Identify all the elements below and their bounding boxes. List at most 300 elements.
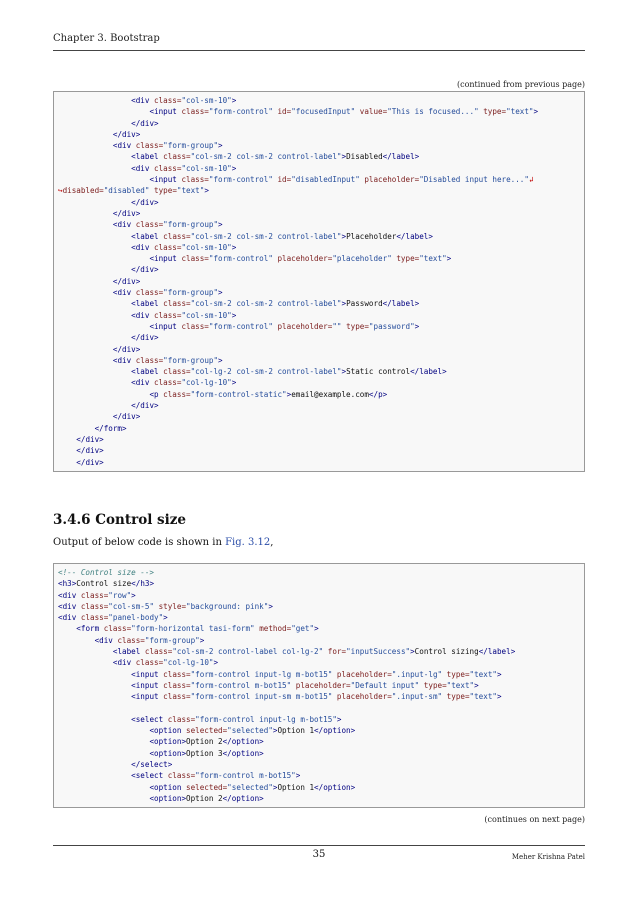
code-block-1 xyxy=(53,91,585,472)
code-token: </p> xyxy=(368,389,388,399)
code-token: disabled= xyxy=(62,186,104,196)
code-token: "form-control" xyxy=(208,107,278,117)
code-token: "placeholder" xyxy=(332,254,397,264)
code-line xyxy=(58,749,264,758)
code-token: class= xyxy=(163,669,191,679)
code-token xyxy=(58,220,113,229)
code-token xyxy=(58,232,131,241)
code-line xyxy=(58,311,236,320)
code-token: class= xyxy=(154,378,182,388)
code-token: > xyxy=(218,288,223,298)
code-token: </option> xyxy=(314,782,356,792)
code-token: > xyxy=(533,107,539,117)
code-token: <input xyxy=(149,321,182,331)
code-token xyxy=(58,458,76,467)
code-token xyxy=(58,749,149,758)
code-token: <input xyxy=(131,692,164,702)
code-token: </div> xyxy=(76,446,104,456)
code-token: "panel-body" xyxy=(108,613,164,623)
code-line xyxy=(58,591,136,600)
code-token: "col-sm-10" xyxy=(181,242,232,252)
code-token xyxy=(58,624,76,633)
code-token: "password" xyxy=(368,321,415,331)
code-line xyxy=(58,277,140,286)
code-token: "form-control m-bot15" xyxy=(190,680,296,690)
code-line xyxy=(58,737,264,746)
code-line xyxy=(58,322,419,331)
code-token: > xyxy=(336,714,342,724)
code-token: ↪ xyxy=(58,186,63,196)
code-token: class= xyxy=(181,107,209,117)
code-token: > xyxy=(218,355,223,365)
code-token xyxy=(58,96,131,105)
code-token: class= xyxy=(135,141,164,151)
intro-trailing-punct: , xyxy=(270,537,274,548)
code-token: type= xyxy=(346,321,369,331)
code-line xyxy=(58,424,127,433)
code-token: </div> xyxy=(131,401,159,411)
code-token: > xyxy=(496,669,502,679)
code-token: > xyxy=(496,692,502,702)
code-line xyxy=(58,681,479,690)
code-token: <div xyxy=(58,590,81,600)
code-token: "col-sm-2 control-label col-lg-2" xyxy=(172,647,328,657)
code-line xyxy=(58,186,209,195)
code-token: "selected" xyxy=(227,782,273,792)
code-token: > xyxy=(295,771,301,781)
code-token: > xyxy=(341,299,347,309)
code-token: type= xyxy=(396,254,420,264)
code-token: "background: pink" xyxy=(186,601,269,611)
code-token: "form-control-static" xyxy=(190,389,287,399)
code-token: <div xyxy=(112,141,136,151)
code-line xyxy=(58,141,223,150)
code-token: > xyxy=(474,680,479,690)
code-line xyxy=(58,458,104,467)
code-token: <div xyxy=(58,613,81,623)
code-line xyxy=(58,119,159,128)
code-block-2-text xyxy=(58,567,584,804)
code-token: class= xyxy=(163,389,191,399)
code-token: > xyxy=(204,186,209,196)
code-line xyxy=(58,613,168,622)
code-token: "This is focused..." xyxy=(387,107,484,117)
continues-on-label: (continues on next page) xyxy=(484,815,585,824)
code-token xyxy=(58,356,113,365)
code-token: > xyxy=(272,782,278,792)
code-token xyxy=(58,715,131,724)
code-line xyxy=(58,265,159,274)
code-token: "get" xyxy=(291,624,315,634)
code-line xyxy=(58,771,300,780)
code-token: class= xyxy=(167,714,196,724)
code-token: ".input-lg" xyxy=(391,669,447,679)
code-token xyxy=(58,681,131,690)
code-token: "form-group" xyxy=(163,355,219,365)
code-token: </option> xyxy=(222,748,264,758)
code-token xyxy=(58,311,131,320)
code-token: <input xyxy=(149,107,182,117)
code-token xyxy=(58,198,131,207)
intro-text: Output of below code is shown in xyxy=(53,537,226,548)
code-token: type= xyxy=(423,680,447,690)
code-token: </label> xyxy=(382,152,420,162)
code-token: "form-group" xyxy=(163,141,219,151)
code-token: </div> xyxy=(76,434,104,444)
code-token: > xyxy=(341,152,347,162)
code-token: type= xyxy=(446,669,470,679)
code-token: <option> xyxy=(149,748,187,758)
code-token: <option xyxy=(149,782,187,792)
code-token: placeholder= xyxy=(336,692,392,702)
code-token xyxy=(58,119,131,128)
code-token: </div> xyxy=(131,118,159,128)
code-token: Option 1 xyxy=(277,782,315,792)
code-token: "form-group" xyxy=(163,220,219,230)
code-token: class= xyxy=(163,152,191,162)
code-token: "Disabled input here..." xyxy=(419,175,529,185)
code-line xyxy=(58,220,223,229)
code-token: "form-control" xyxy=(208,175,278,185)
code-line xyxy=(58,579,154,588)
code-token xyxy=(58,692,131,701)
page-number: 35 xyxy=(312,849,326,860)
code-token: > xyxy=(218,141,223,151)
code-token: > xyxy=(231,310,237,320)
section-title-text: Control size xyxy=(95,512,187,528)
code-token xyxy=(58,424,95,433)
intro-paragraph xyxy=(53,537,273,548)
code-line xyxy=(58,692,502,701)
code-token xyxy=(58,771,131,780)
code-token: type= xyxy=(154,186,177,196)
code-token: class= xyxy=(135,355,164,365)
code-token: class= xyxy=(181,254,209,264)
code-token: class= xyxy=(154,242,182,252)
code-token: "" xyxy=(332,321,347,331)
code-token: class= xyxy=(163,680,191,690)
code-token: "text" xyxy=(446,680,475,690)
code-token: </div> xyxy=(112,412,141,422)
code-token: Control size xyxy=(76,579,132,589)
code-line xyxy=(58,378,236,387)
code-token: "form-group" xyxy=(163,288,219,298)
code-line xyxy=(58,670,502,679)
code-token: </select> xyxy=(131,760,173,770)
code-line xyxy=(58,243,236,252)
code-token: > xyxy=(272,726,278,736)
code-token: placeholder= xyxy=(277,321,333,331)
code-token: <div xyxy=(131,378,155,388)
code-token: <div xyxy=(112,220,136,230)
code-token: class= xyxy=(163,692,191,702)
code-token: </option> xyxy=(222,737,264,747)
code-token xyxy=(58,243,131,252)
code-token xyxy=(58,254,149,263)
code-token: </h3> xyxy=(131,579,155,589)
code-token xyxy=(58,658,113,667)
code-token: "text" xyxy=(469,669,497,679)
code-token: Control sizing xyxy=(414,647,479,657)
footer-rule xyxy=(53,845,585,846)
code-line xyxy=(58,401,159,410)
code-token: <select xyxy=(131,771,168,781)
code-token: <h3> xyxy=(58,579,77,589)
code-token: selected= xyxy=(186,782,228,792)
code-token: selected= xyxy=(186,726,228,736)
code-token: <label xyxy=(131,231,164,241)
code-token: class= xyxy=(103,624,132,634)
code-token: > xyxy=(231,378,237,388)
code-token: class= xyxy=(154,163,182,173)
code-token: "col-lg-2 col-sm-2 control-label" xyxy=(190,367,342,377)
code-token: "selected" xyxy=(227,726,273,736)
code-token: placeholder= xyxy=(277,254,333,264)
code-token xyxy=(58,265,131,274)
code-line xyxy=(58,96,236,105)
code-token: class= xyxy=(135,288,164,298)
code-token: Placeholder xyxy=(346,231,397,241)
code-token: "form-group" xyxy=(144,635,200,645)
code-token xyxy=(58,130,113,139)
code-block-1-text xyxy=(58,95,584,468)
code-line xyxy=(58,794,264,803)
code-token: </label> xyxy=(382,299,420,309)
code-token: <div xyxy=(112,355,136,365)
code-token: > xyxy=(410,647,415,657)
code-token: <p xyxy=(149,389,164,399)
code-token xyxy=(58,345,113,354)
code-token xyxy=(58,333,131,342)
code-token xyxy=(58,209,113,218)
code-token xyxy=(58,299,131,308)
code-token xyxy=(58,636,95,645)
code-token: > xyxy=(314,624,319,634)
section-number: 3.4.6 xyxy=(53,512,91,528)
continued-from-label: (continued from previous page) xyxy=(456,80,585,89)
code-token: <option> xyxy=(149,793,187,803)
code-token: <form xyxy=(76,624,104,634)
code-line xyxy=(58,299,419,308)
code-token xyxy=(58,412,113,421)
code-token: class= xyxy=(163,367,191,377)
code-token: "col-sm-2 col-sm-2 control-label" xyxy=(190,152,342,162)
header-rule xyxy=(53,50,585,51)
code-line xyxy=(58,783,355,792)
code-token: <div xyxy=(58,601,81,611)
code-token: <div xyxy=(112,288,136,298)
code-token: "col-sm-2 col-sm-2 control-label" xyxy=(190,299,342,309)
code-token: class= xyxy=(80,601,109,611)
code-token xyxy=(58,378,131,387)
code-token: value= xyxy=(359,107,388,117)
code-token: "col-sm-2 col-sm-2 control-label" xyxy=(190,231,342,241)
code-line xyxy=(58,254,451,263)
code-line xyxy=(58,152,419,161)
code-block-2 xyxy=(53,563,585,808)
code-line xyxy=(58,726,355,735)
code-line xyxy=(58,446,104,455)
code-token xyxy=(58,107,149,116)
code-token: > xyxy=(231,242,237,252)
code-token: </div> xyxy=(131,265,159,275)
code-token xyxy=(58,175,149,184)
code-token: Option 2 xyxy=(186,793,223,803)
code-token: <label xyxy=(131,299,164,309)
code-token: "col-sm-10" xyxy=(181,163,232,173)
code-token: <div xyxy=(112,658,136,668)
code-line xyxy=(58,624,319,633)
code-token: </div> xyxy=(131,333,159,343)
code-line xyxy=(58,175,534,184)
code-token: </div> xyxy=(112,276,141,286)
code-line xyxy=(58,568,154,577)
code-token xyxy=(58,435,76,444)
code-token: "col-sm-10" xyxy=(181,96,232,105)
code-token: "col-sm-5" xyxy=(108,601,159,611)
code-token: </div> xyxy=(112,208,141,218)
code-token: "col-sm-10" xyxy=(181,310,232,320)
code-token: <input xyxy=(131,669,164,679)
code-line xyxy=(58,602,273,611)
code-token: class= xyxy=(154,96,182,105)
code-token: for= xyxy=(327,647,347,657)
code-token: </label> xyxy=(410,367,447,377)
code-line xyxy=(58,345,140,354)
code-token: Option 1 xyxy=(277,726,315,736)
code-token: > xyxy=(213,658,219,668)
code-token: class= xyxy=(181,175,209,185)
code-token: > xyxy=(231,163,237,173)
code-token xyxy=(58,277,113,286)
code-token: "text" xyxy=(419,254,447,264)
code-token: method= xyxy=(259,624,292,634)
code-line xyxy=(58,412,140,421)
code-token: > xyxy=(131,590,136,600)
code-token: ↲ xyxy=(528,175,534,185)
code-token: "col-lg-10" xyxy=(181,378,232,388)
code-token xyxy=(58,288,113,297)
code-token: > xyxy=(163,613,168,623)
code-token xyxy=(58,794,149,803)
code-token: <div xyxy=(131,96,155,105)
code-token: id= xyxy=(277,175,292,185)
code-token: </div> xyxy=(112,129,141,139)
code-token: Disabled xyxy=(346,152,383,162)
code-token xyxy=(58,152,131,161)
code-line xyxy=(58,107,538,116)
code-token: <div xyxy=(131,163,155,173)
code-line xyxy=(58,164,236,173)
code-token: "col-lg-10" xyxy=(163,658,214,668)
code-token: > xyxy=(414,321,420,331)
code-token: Password xyxy=(346,299,383,309)
code-token: <label xyxy=(112,647,145,657)
code-line xyxy=(58,647,515,656)
code-line xyxy=(58,288,223,297)
code-token: style= xyxy=(158,601,187,611)
code-token: ".input-sm" xyxy=(391,692,447,702)
code-token: > xyxy=(199,635,205,645)
code-token: Option 2 xyxy=(186,737,223,747)
code-token: "inputSuccess" xyxy=(346,647,411,657)
code-token: "focusedInput" xyxy=(291,107,360,117)
code-token: <div xyxy=(131,242,155,252)
code-token: </div> xyxy=(76,457,104,467)
code-token: </label> xyxy=(396,231,433,241)
code-token xyxy=(58,322,149,331)
code-token: class= xyxy=(163,299,191,309)
code-line xyxy=(58,198,159,207)
code-token: "text" xyxy=(176,186,205,196)
code-token xyxy=(58,367,131,376)
code-token: <label xyxy=(131,367,164,377)
code-line xyxy=(58,760,172,769)
code-line xyxy=(58,130,140,139)
code-token: "disabledInput" xyxy=(291,175,365,185)
code-line xyxy=(58,658,218,667)
code-line xyxy=(58,435,104,444)
code-token: class= xyxy=(181,321,209,331)
code-token: > xyxy=(218,220,223,230)
code-token: <option> xyxy=(149,737,187,747)
code-token: class= xyxy=(163,231,191,241)
code-token: "row" xyxy=(108,590,132,600)
code-token: "form-control input-sm m-bot15" xyxy=(190,692,337,702)
code-token: "Default input" xyxy=(350,680,424,690)
code-token xyxy=(58,164,131,173)
code-token xyxy=(58,670,131,679)
code-token xyxy=(58,783,149,792)
code-line xyxy=(58,232,433,241)
code-token: "text" xyxy=(506,107,534,117)
code-token: id= xyxy=(277,107,292,117)
code-token: Option 3 xyxy=(186,748,223,758)
code-line xyxy=(58,390,387,399)
figure-ref-link[interactable]: Fig. 3.12 xyxy=(225,537,271,548)
code-token: > xyxy=(446,254,452,264)
code-token: class= xyxy=(135,658,164,668)
code-token: class= xyxy=(117,635,145,645)
code-line xyxy=(58,636,204,645)
code-line xyxy=(58,367,447,376)
code-token: </div> xyxy=(131,197,159,207)
code-token xyxy=(58,647,113,656)
code-token: Static control xyxy=(346,367,411,377)
code-token: class= xyxy=(167,771,196,781)
code-token xyxy=(58,737,149,746)
code-token: class= xyxy=(154,310,182,320)
code-token: "form-control m-bot15" xyxy=(195,771,296,781)
code-token: <option xyxy=(149,726,187,736)
code-token: </label> xyxy=(478,647,516,657)
code-token: placeholder= xyxy=(336,669,392,679)
code-token: > xyxy=(341,231,347,241)
code-token: class= xyxy=(80,590,109,600)
running-header: Chapter 3. Bootstrap xyxy=(53,33,160,44)
code-line xyxy=(58,333,159,342)
code-token: <div xyxy=(131,310,155,320)
code-token: > xyxy=(231,96,237,105)
code-line xyxy=(58,715,341,724)
section-heading xyxy=(53,512,186,528)
code-token xyxy=(58,390,149,399)
code-token: "text" xyxy=(469,692,497,702)
code-token: > xyxy=(341,367,347,377)
code-token: type= xyxy=(483,107,507,117)
code-token: "disabled" xyxy=(103,186,155,196)
code-token: </option> xyxy=(222,793,264,803)
